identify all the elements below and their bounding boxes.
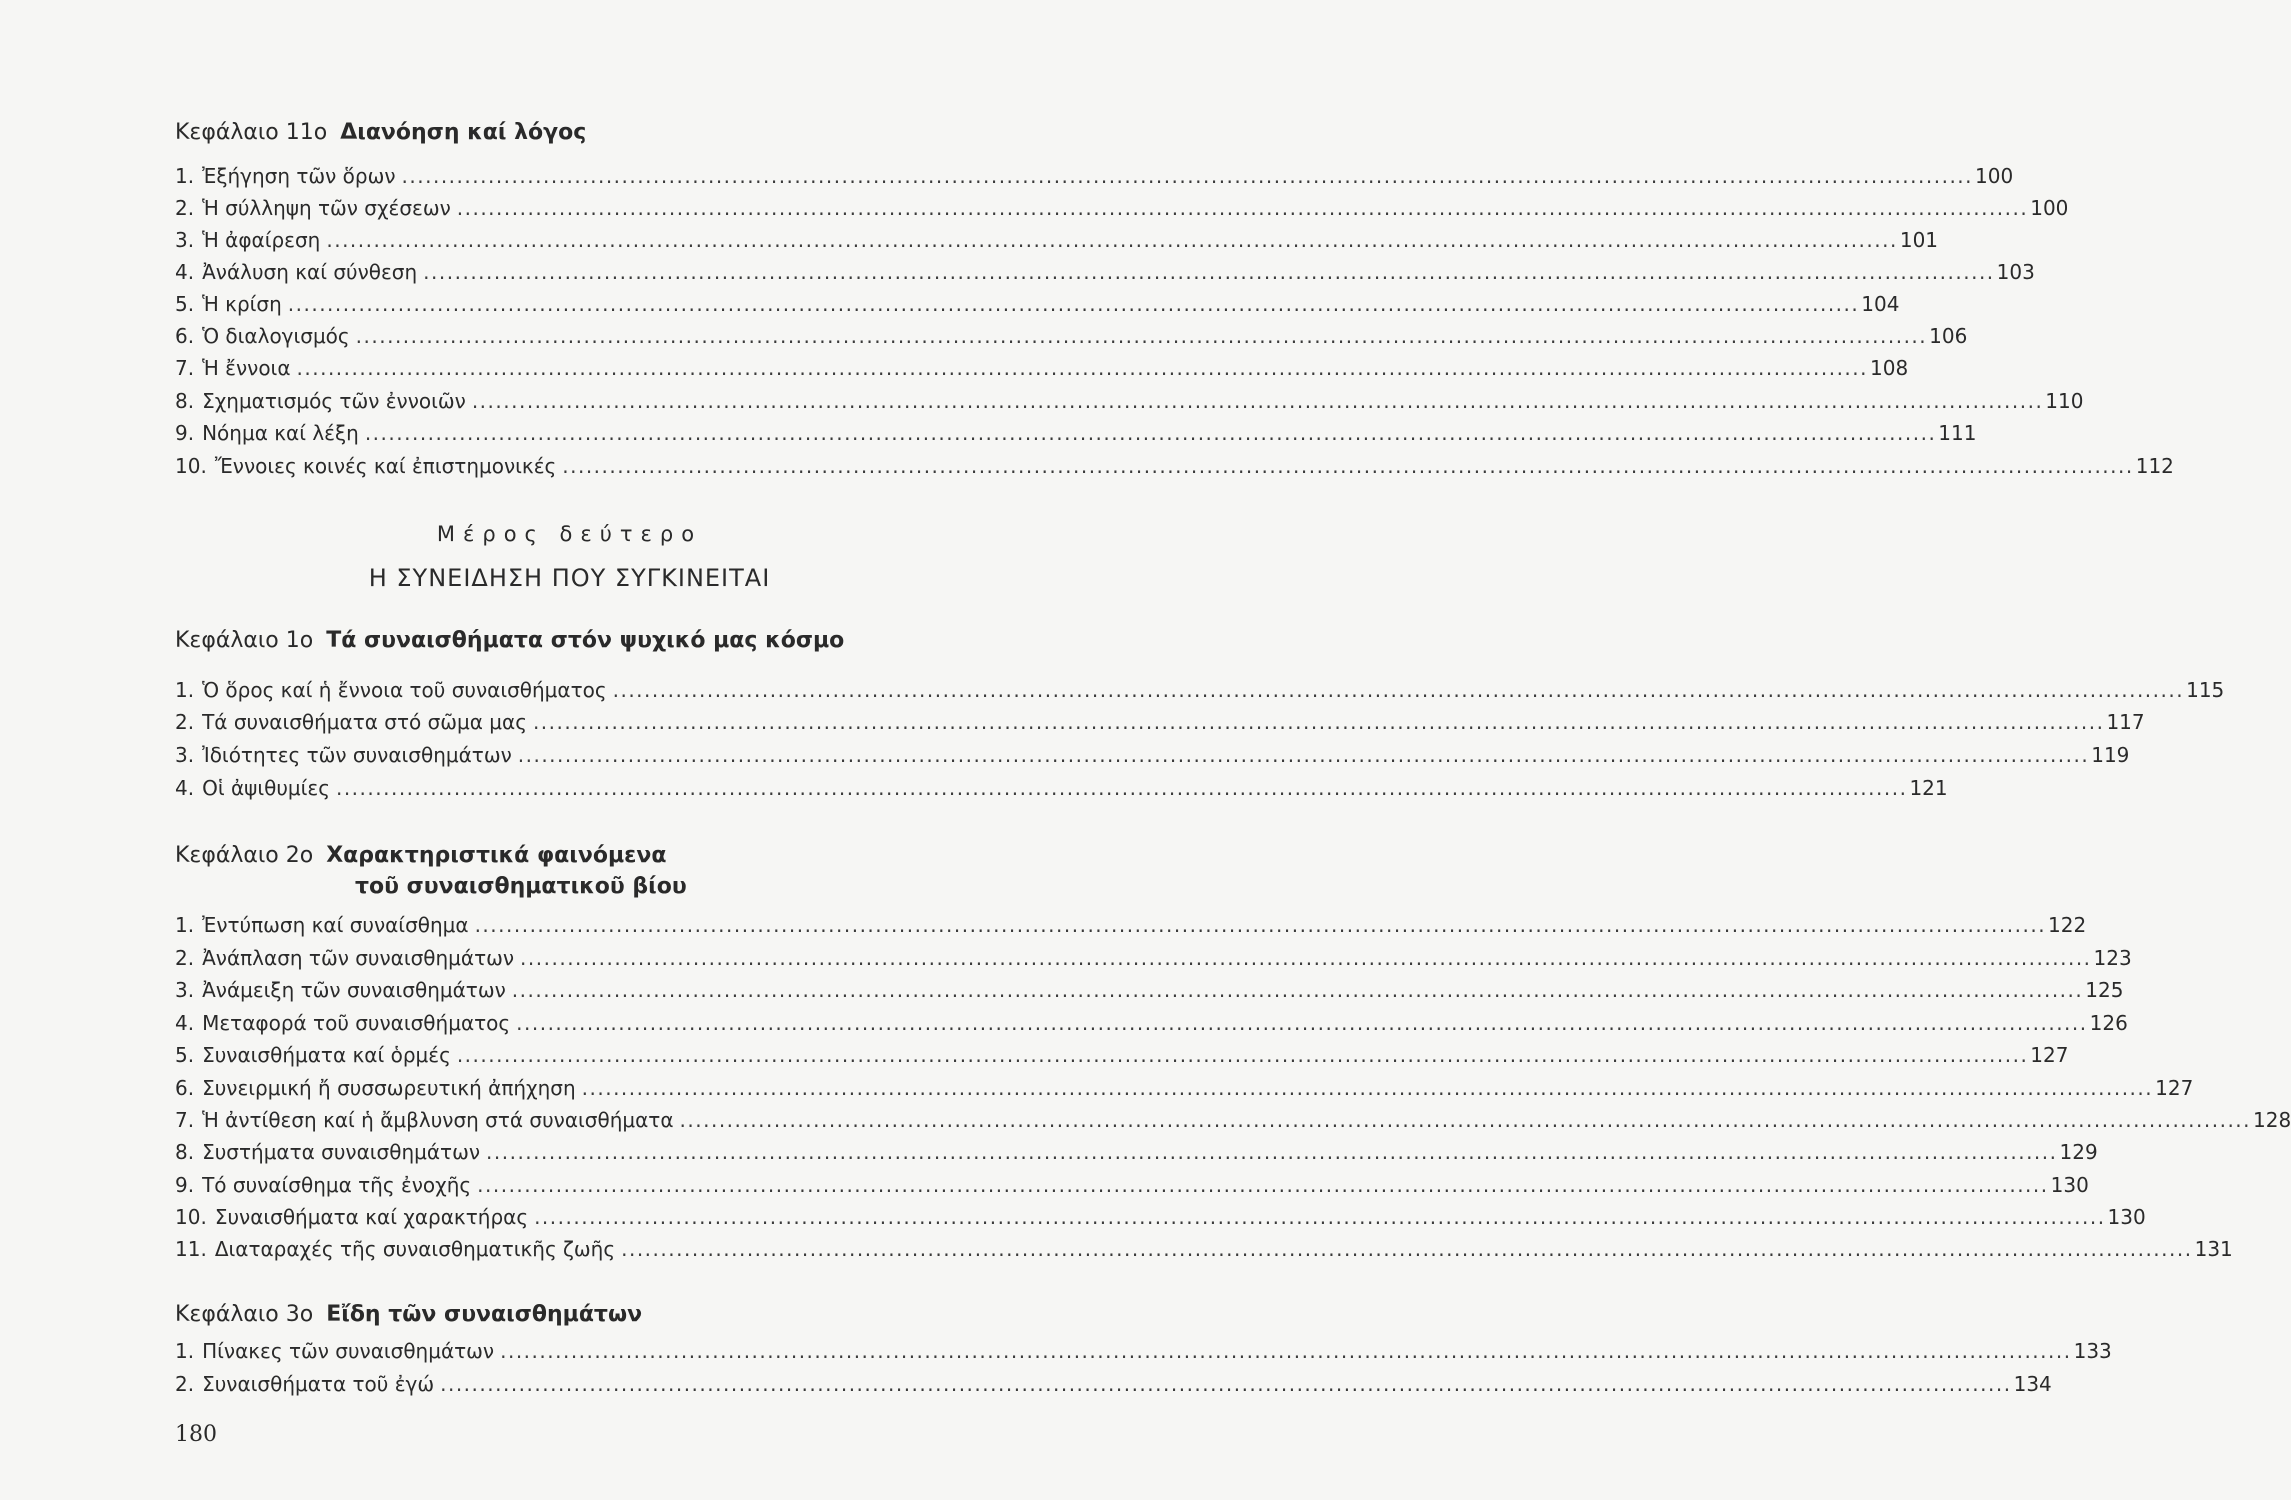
dot-leader: ........................................................................................................................................................................................................ [562,454,2134,478]
toc-entry [175,1372,2052,1402]
toc-entry [175,228,1939,258]
toc-entry [175,260,2035,290]
chapter-label: Κεφάλαιο 2ο [175,843,314,868]
entry-number: 2. [175,710,195,734]
entry-page: 130 [2107,1205,2146,1229]
entry-number: 3. [175,228,195,252]
entry-title: Ἀνάλυση καί σύνθεση [202,260,418,284]
entry-page: 111 [1938,421,1977,445]
toc-entry [175,946,2132,976]
toc-entry [175,292,1900,322]
entry-number: 7. [175,1108,195,1132]
toc-entry [175,1173,2089,1203]
toc-entry [175,454,2174,484]
entry-number: 1. [175,913,195,937]
entry-page: 104 [1861,292,1900,316]
entry-number: 1. [175,678,195,702]
entry-number: 5. [175,1043,195,1067]
toc-entry [175,421,1977,451]
entry-number: 1. [175,164,195,188]
entry-page: 128 [2253,1108,2291,1132]
dot-leader: ........................................................................................................................................................................................................ [500,1339,2072,1363]
chapter-title: Διανόηση καί λόγος [340,120,587,145]
entry-page: 127 [2030,1043,2069,1067]
entry-title: Ἡ ἔννοια [202,356,291,380]
entry-title: Τά συναισθήματα στό σῶμα μας [202,710,527,734]
chapter-label: Κεφάλαιο 1ο [175,628,314,653]
entry-number: 4. [175,776,195,800]
entry-number: 4. [175,1011,195,1035]
entry-title: Οἱ ἀψιθυμίες [202,776,330,800]
entry-title: Τό συναίσθημα τῆς ἐνοχῆς [202,1173,472,1197]
dot-leader: ........................................................................................................................................................................................................ [511,978,2084,1002]
dot-leader: ........................................................................................................................................................................................................ [486,1140,2058,1164]
entry-title: Ἡ ἀντίθεση καί ἡ ἄμβλυνση στά συναισθήματα [202,1108,674,1132]
part-title: Η ΣΥΝΕΙΔΗΣΗ ΠΟΥ ΣΥΓΚΙΝΕΙΤΑΙ [368,564,771,592]
entry-page: 134 [2013,1372,2052,1396]
toc-entry [175,1011,2128,1041]
entry-page: 127 [2155,1076,2194,1100]
entry-page: 101 [1899,228,1939,252]
entry-title: Νόημα καί λέξη [202,421,359,445]
entry-number: 2. [175,196,195,220]
chapter-title: Εἴδη τῶν συναισθημάτων [326,1302,643,1327]
entry-number: 7. [175,356,195,380]
entry-title: Μεταφορά τοῦ συναισθήματος [202,1011,511,1035]
chapter-heading [175,1302,642,1327]
entry-number: 3. [175,978,195,1002]
entry-title: Ὁ ὅρος καί ἡ ἔννοια τοῦ συναισθήματος [202,678,607,702]
toc-entry [175,978,2124,1008]
entry-title: Σχηματισμός τῶν ἐννοιῶν [202,389,466,413]
toc-entry [175,1339,2112,1369]
dot-leader: ........................................................................................................................................................................................................ [440,1372,2012,1396]
chapter-title-continuation: τοῦ συναισθηματικοῦ βίου [355,874,687,899]
toc-entry [175,1237,2233,1267]
dot-leader: ........................................................................................................................................................................................................ [517,743,2090,767]
dot-leader: ........................................................................................................................................................................................................ [532,710,2105,734]
entry-page: 125 [2085,978,2124,1002]
toc-entry [175,1205,2146,1235]
dot-leader: ........................................................................................................................................................................................................ [296,356,1868,380]
toc-entry [175,356,1909,386]
entry-number: 8. [175,1140,195,1164]
entry-number: 8. [175,389,195,413]
dot-leader: ........................................................................................................................................................................................................ [471,389,2044,413]
entry-title: Ἡ ἀφαίρεση [202,228,321,252]
entry-number: 4. [175,260,195,284]
entry-title: Ἀνάμειξη τῶν συναισθημάτων [202,978,506,1002]
dot-leader: ........................................................................................................................................................................................................ [335,776,1908,800]
entry-page: 129 [2059,1140,2098,1164]
entry-number: 3. [175,743,195,767]
entry-page: 115 [2186,678,2225,702]
entry-page: 122 [2048,913,2087,937]
entry-page: 100 [2030,196,2069,220]
dot-leader: ........................................................................................................................................................................................................ [423,260,1995,284]
entry-title: Ἡ κρίση [202,292,282,316]
entry-title: Ἐντύπωση καί συναίσθημα [202,913,469,937]
toc-entry [175,1140,2098,1170]
toc-entry [175,1076,2194,1106]
chapter-heading [175,628,844,653]
entry-number: 9. [175,1173,195,1197]
entry-title: Ἡ σύλληψη τῶν σχέσεων [202,196,451,220]
dot-leader: ........................................................................................................................................................................................................ [355,324,1928,348]
chapter-label: Κεφάλαιο 11ο [175,120,328,145]
entry-title: Συναισθήματα καί ὁρμές [202,1043,451,1067]
dot-leader: ........................................................................................................................................................................................................ [679,1108,2252,1132]
entry-number: 11. [175,1237,207,1261]
dot-leader: ........................................................................................................................................................................................................ [477,1173,2049,1197]
entry-page: 112 [2135,454,2174,478]
entry-page: 103 [1996,260,2035,284]
dot-leader: ........................................................................................................................................................................................................ [534,1205,2106,1229]
entry-title: Ἔννοιες κοινές καί ἐπιστημονικές [214,454,557,478]
entry-title: Ἀνάπλαση τῶν συναισθημάτων [202,946,515,970]
entry-number: 10. [175,454,207,478]
entry-title: Ἐξήγηση τῶν ὅρων [202,164,396,188]
entry-title: Συστήματα συναισθημάτων [202,1140,481,1164]
toc-entry [175,196,2069,226]
entry-page: 108 [1870,356,1909,380]
dot-leader: ........................................................................................................................................................................................................ [621,1237,2193,1261]
entry-title: Ἰδιότητες τῶν συναισθημάτων [202,743,512,767]
toc-entry [175,324,1968,354]
entry-page: 133 [2073,1339,2112,1363]
dot-leader: ........................................................................................................................................................................................................ [401,164,1974,188]
entry-number: 1. [175,1339,195,1363]
entry-title: Διαταραχές τῆς συναισθηματικῆς ζωῆς [214,1237,616,1261]
dot-leader: ........................................................................................................................................................................................................ [456,1043,2029,1067]
dot-leader: ........................................................................................................................................................................................................ [326,228,1898,252]
toc-entry [175,389,2084,419]
chapter-label: Κεφάλαιο 3ο [175,1302,314,1327]
dot-leader: ........................................................................................................................................................................................................ [287,292,1860,316]
part-label: Μέρος δεύτερο [436,522,703,546]
toc-entry [175,743,2130,773]
entry-number: 6. [175,324,195,348]
page-number: 180 [175,1422,217,1447]
toc-entry [175,776,1948,806]
toc-entry [175,913,2087,943]
entry-page: 110 [2045,389,2084,413]
entry-number: 6. [175,1076,195,1100]
entry-number: 10. [175,1205,207,1229]
dot-leader: ........................................................................................................................................................................................................ [456,196,2029,220]
entry-number: 5. [175,292,195,316]
entry-page: 119 [2091,743,2130,767]
chapter-title: Τά συναισθήματα στόν ψυχικό μας κόσμο [326,628,845,653]
entry-page: 106 [1929,324,1968,348]
entry-page: 123 [2093,946,2132,970]
entry-page: 131 [2194,1237,2233,1261]
dot-leader: ........................................................................................................................................................................................................ [612,678,2185,702]
dot-leader: ........................................................................................................................................................................................................ [520,946,2092,970]
entry-page: 100 [1975,164,2014,188]
entry-page: 121 [1909,776,1948,800]
entry-title: Συναισθήματα τοῦ ἐγώ [202,1372,435,1396]
dot-leader: ........................................................................................................................................................................................................ [516,1011,2088,1035]
toc-entry [175,164,2014,194]
entry-title: Συνειρμική ἤ συσσωρευτική ἀπήχηση [202,1076,576,1100]
entry-number: 2. [175,946,195,970]
entry-page: 117 [2106,710,2145,734]
dot-leader: ........................................................................................................................................................................................................ [581,1076,2154,1100]
entry-page: 130 [2050,1173,2089,1197]
toc-entry [175,1043,2069,1073]
dot-leader: ........................................................................................................................................................................................................ [364,421,1937,445]
chapter-heading [175,843,667,868]
toc-entry [175,1108,2291,1138]
dot-leader: ........................................................................................................................................................................................................ [474,913,2047,937]
chapter-title: Χαρακτηριστικά φαινόμενα [326,843,667,868]
chapter-heading [175,120,586,145]
entry-title: Ὁ διαλογισμός [202,324,350,348]
entry-title: Συναισθήματα καί χαρακτήρας [214,1205,529,1229]
entry-title: Πίνακες τῶν συναισθημάτων [202,1339,495,1363]
entry-number: 9. [175,421,195,445]
entry-page: 126 [2089,1011,2128,1035]
toc-entry [175,710,2145,740]
toc-entry [175,678,2225,708]
entry-number: 2. [175,1372,195,1396]
